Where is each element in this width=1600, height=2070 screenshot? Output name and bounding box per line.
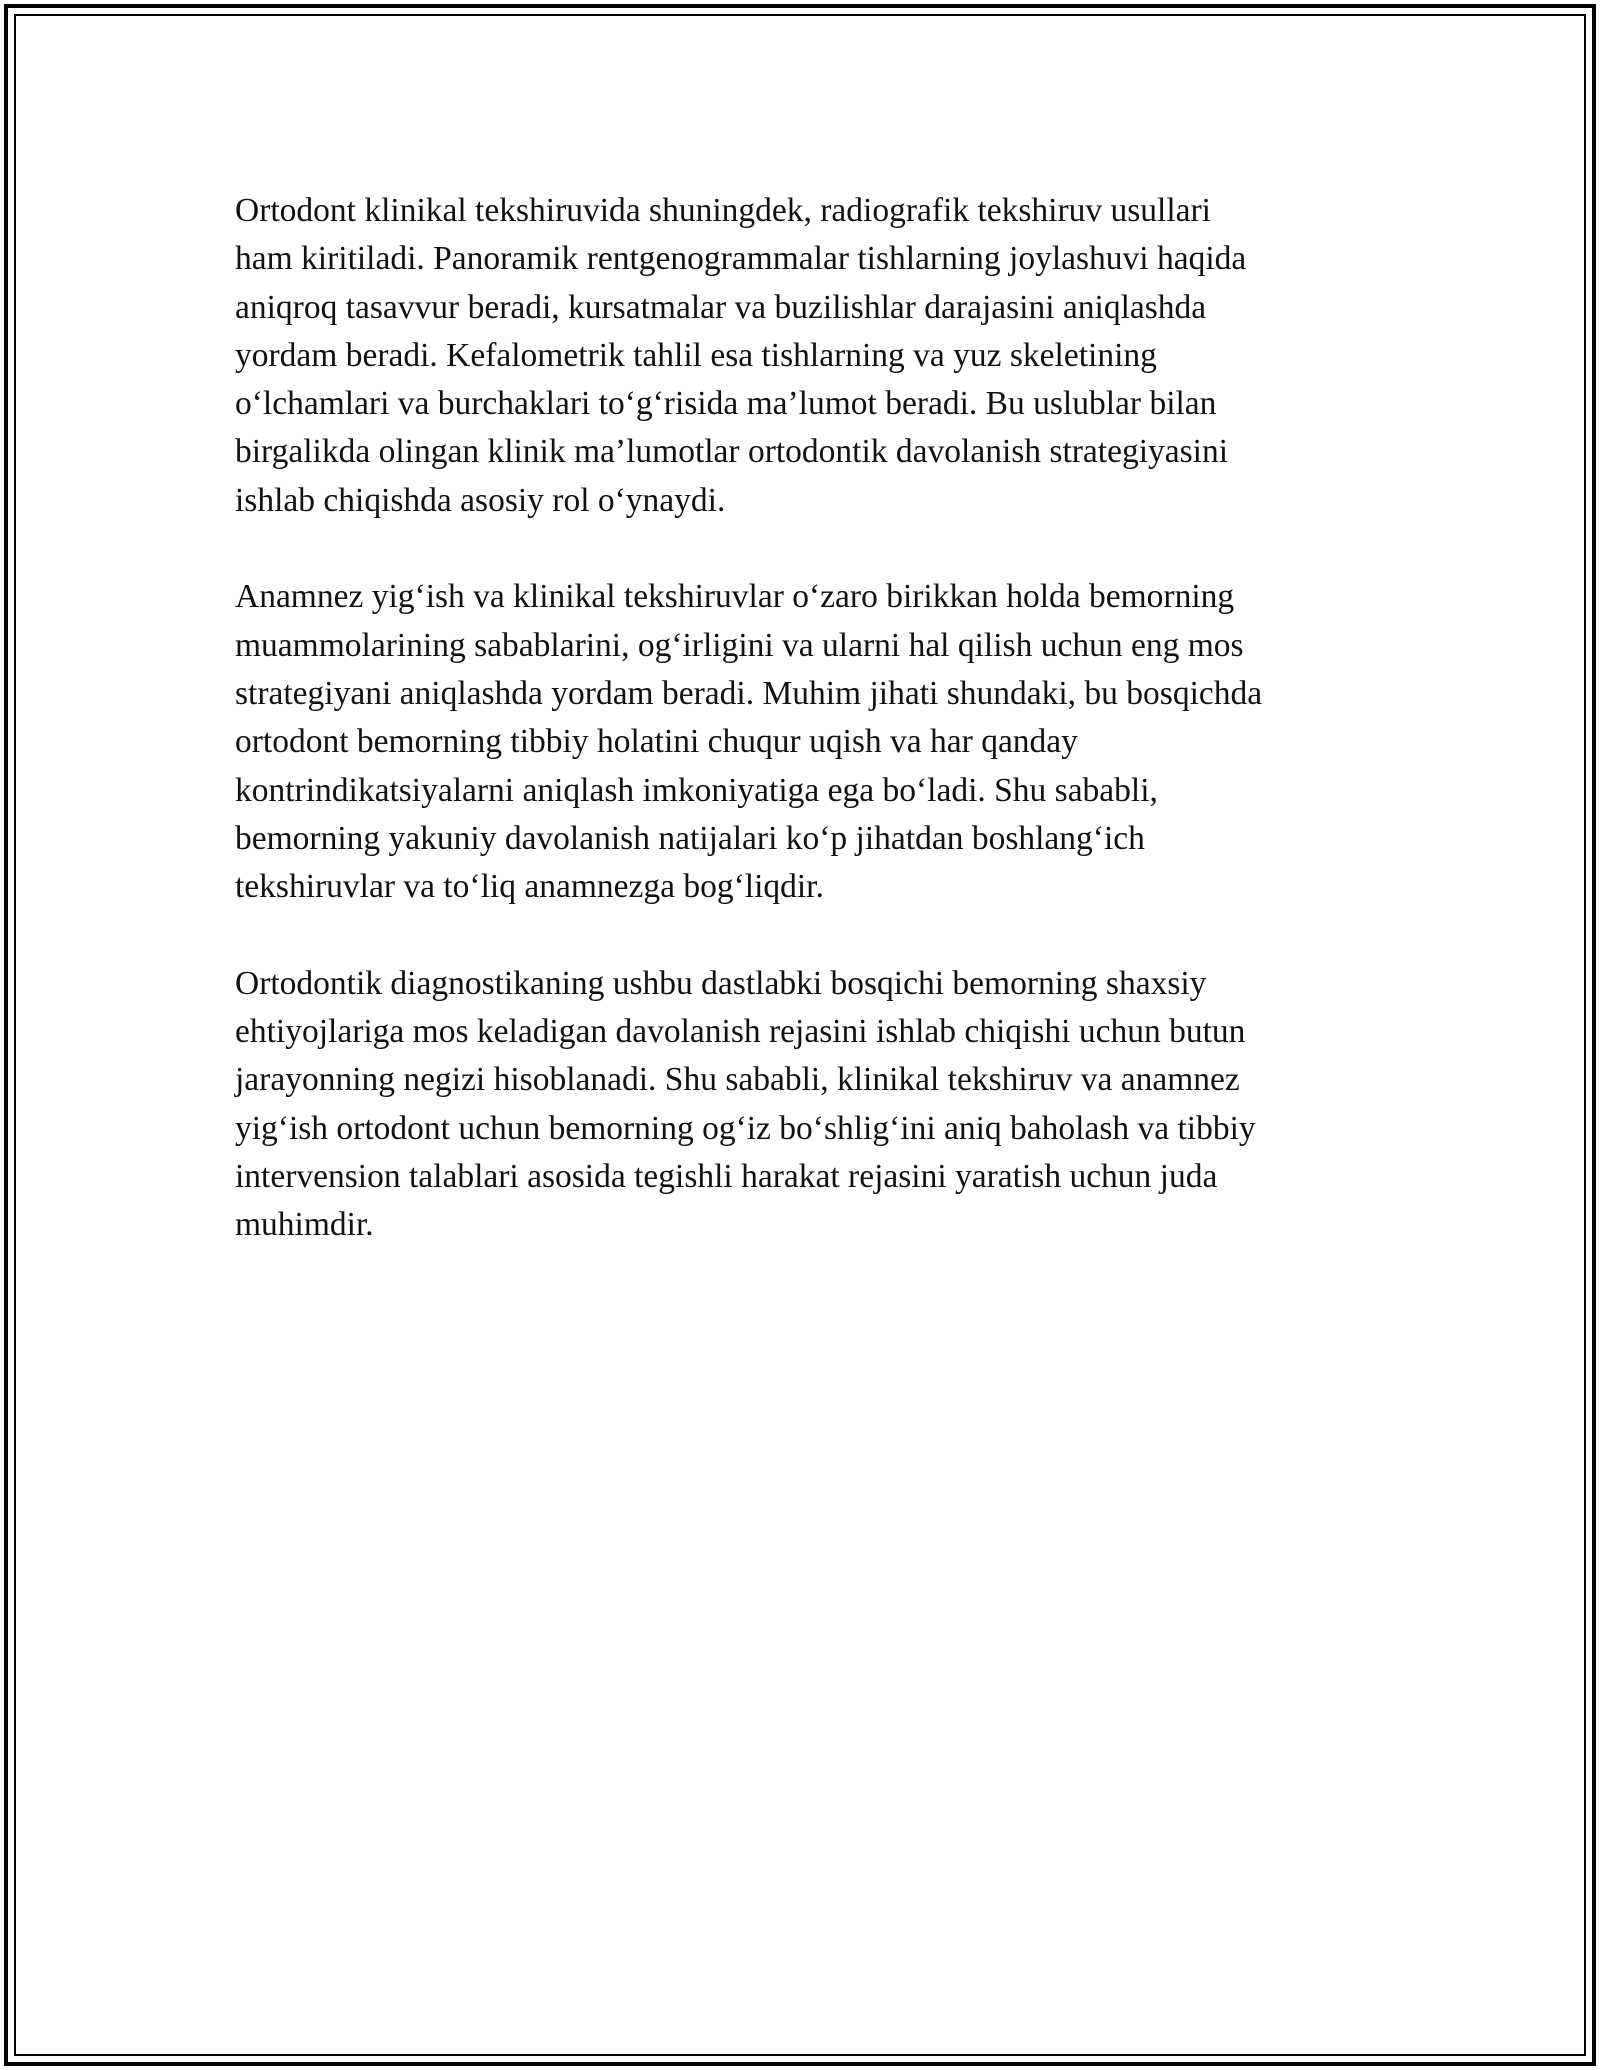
paragraph-anamnesis: Anamnez yig‘ish va klinikal tekshiruvlar o‘zaro birikkan holda bemorning muammolarining sabablarini, og‘irligini va ularni hal qilish uchun eng mos strategiyani aniqlashda yordam beradi. Muhim jihati shundaki, bu bosqichda ortodont bemorning tibbiy holatini chuqur uqish va har qanday kontrindikatsiyalarni aniqlash imkoniyatiga ega bo‘ladi. Shu sababli, bemorning yakuniy davolanish natijalari ko‘p jihatdan boshlang‘ich tekshiruvlar va to‘liq anamnezga bog‘liqdir. [235, 578, 1263, 906]
document-body [235, 187, 1375, 1298]
paragraph-diagnostics-stage: Ortodontik diagnostikaning ushbu dastlabki bosqichi bemorning shaxsiy ehtiyojlariga mos keladigan davolanish rejasini ishlab chiqishi uchun butun jarayonning negizi hisoblanadi. Shu sababli, klinikal tekshiruv va anamnez yig‘ish ortodont uchun bemorning og‘iz bo‘shlig‘ini aniq baholash va tibbiy intervension talablari asosida tegishli harakat rejasini yaratish uchun juda muhimdir. [235, 964, 1256, 1244]
paragraph-radiographic-methods: Ortodont klinikal tekshiruvida shuningdek, radiografik tekshiruv usullari ham kiritiladi. Panoramik rentgenogrammalar tishlarning joylashuvi haqida aniqroq tasavvur beradi, kursatmalar va buzilishlar darajasini aniqlashda yordam beradi. Kefalometrik tahlil esa tishlarning va yuz skeletining o‘lchamlari va burchaklari to‘g‘risida ma’lumot beradi. Bu uslublar bilan birgalikda olingan klinik ma’lumotlar ortodontik davolanish strategiyasini ishlab chiqishda asosiy rol o‘ynaydi. [235, 192, 1247, 519]
